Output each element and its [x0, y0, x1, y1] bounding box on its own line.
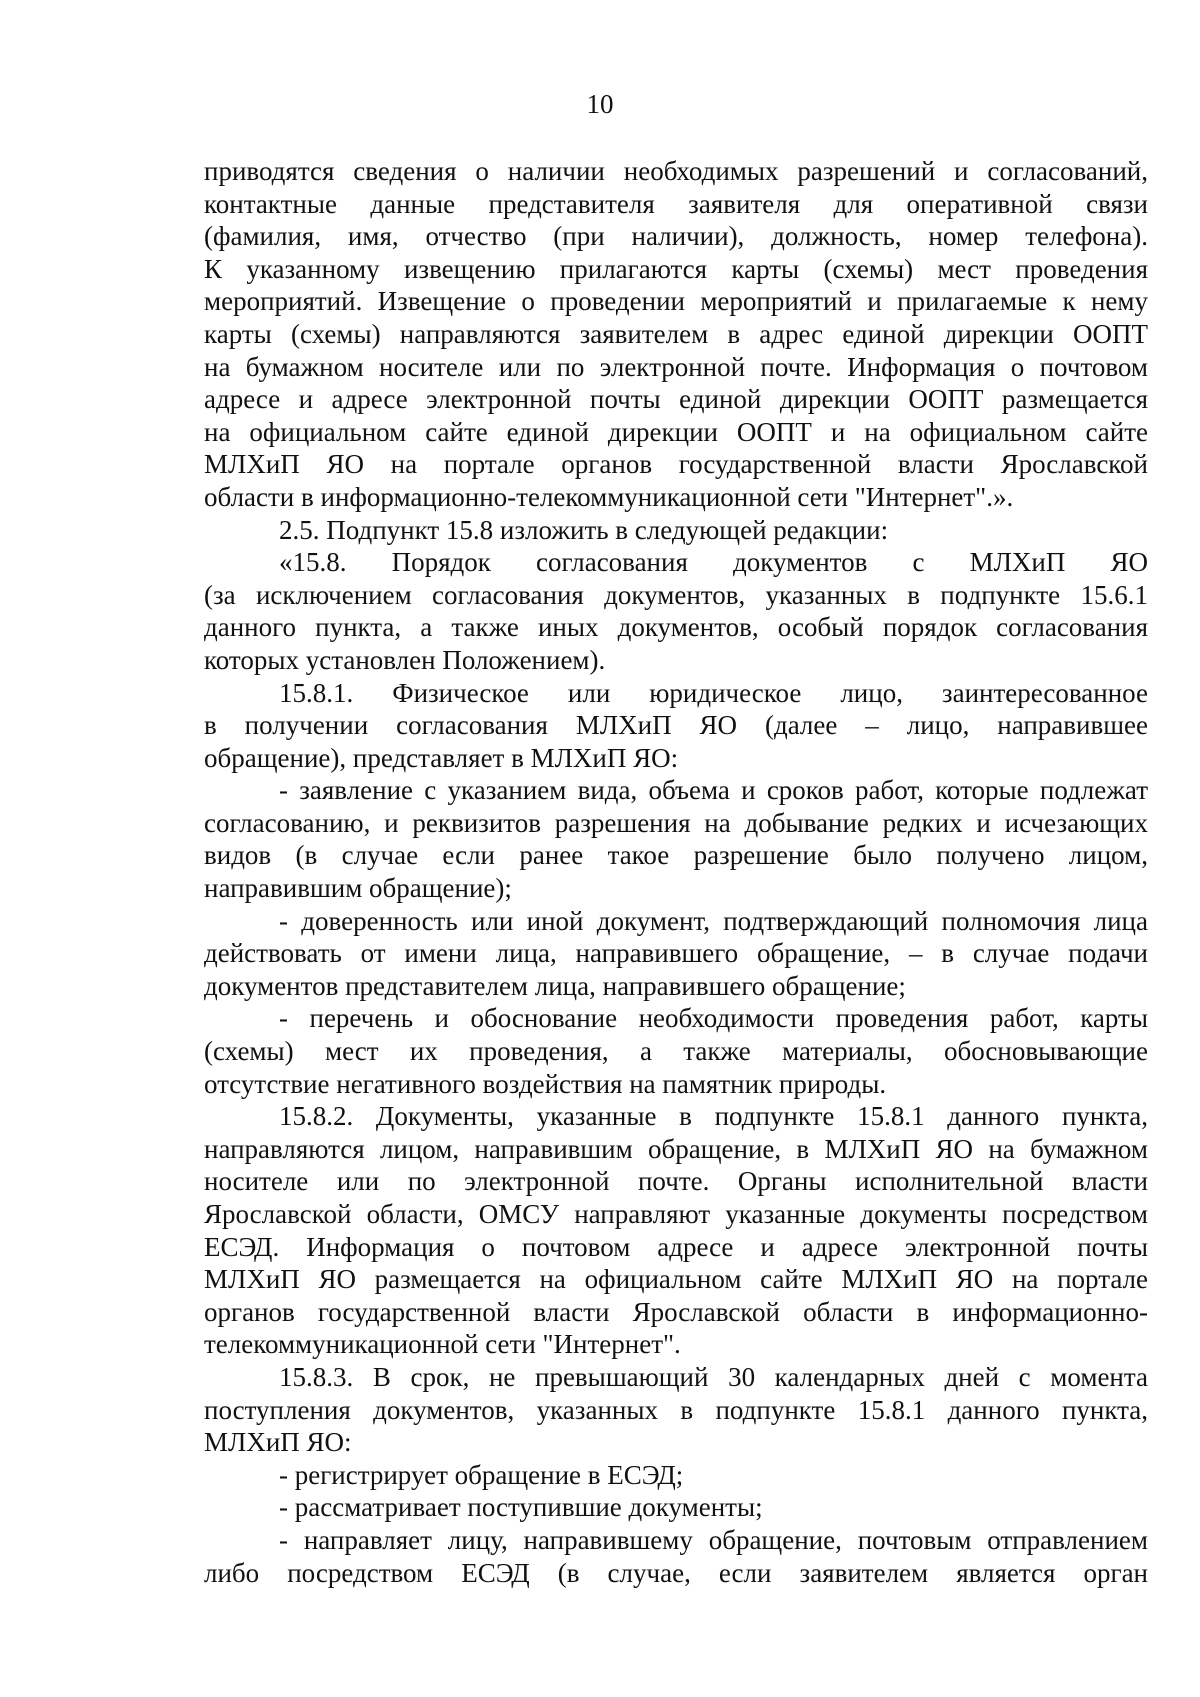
text-line: МЛХиП ЯО размещается на официальном сайте МЛХиП ЯО на портале [204, 1264, 1148, 1295]
text-line: направившим обращение); [204, 873, 512, 904]
text-line: «15.8. Порядок согласования документов с МЛХиП ЯО [279, 547, 1148, 578]
text-line: данного пункта, а также иных документов, особый порядок согласования [204, 612, 1148, 643]
page-number: 10 [586, 89, 614, 119]
text-line: МЛХиП ЯО на портале органов государственной власти Ярославской [204, 449, 1148, 480]
text-line: - регистрирует обращение в ЕСЭД; [279, 1459, 684, 1490]
text-line: - направляет лицу, направившему обращение, почтовым отправлением [279, 1524, 1148, 1555]
text-line: - заявление с указанием вида, объема и сроков работ, которые подлежат [279, 775, 1148, 806]
text-line: области в информационно-телекоммуникационной сети "Интернет".». [204, 481, 1014, 512]
text-line: мероприятий. Извещение о проведении мероприятий и прилагаемые к нему [204, 286, 1148, 317]
text-line: отсутствие негативного воздействия на памятник природы. [204, 1068, 887, 1099]
text-line: на официальном сайте единой дирекции ООПТ и на официальном сайте [204, 416, 1148, 447]
text-line: (за исключением согласования документов, указанных в подпункте 15.6.1 [204, 579, 1148, 610]
text-line: органов государственной власти Ярославской области в информационно- [204, 1296, 1148, 1327]
text-line: направляются лицом, направившим обращение, в МЛХиП ЯО на бумажном [204, 1133, 1148, 1164]
text-line: (схемы) мест их проведения, а также материалы, обосновывающие [204, 1036, 1148, 1067]
text-line: Ярославской области, ОМСУ направляют указанные документы посредством [204, 1199, 1148, 1229]
text-line: - доверенность или иной документ, подтверждающий полномочия лица [279, 905, 1148, 936]
text-line: 15.8.2. Документы, указанные в подпункте 15.8.1 данного пункта, [279, 1101, 1148, 1132]
text-line: - рассматривает поступившие документы; [279, 1492, 763, 1523]
text-line: поступления документов, указанных в подпункте 15.8.1 данного пункта, [204, 1394, 1148, 1425]
text-line: адресе и адресе электронной почты единой дирекции ООПТ размещается [204, 384, 1148, 415]
text-line: К указанному извещению прилагаются карты (схемы) мест проведения [204, 253, 1148, 284]
text-line: действовать от имени лица, направившего обращение, – в случае подачи [204, 938, 1148, 969]
text-line: обращение), представляет в МЛХиП ЯО: [204, 742, 679, 773]
text-line: карты (схемы) направляются заявителем в адрес единой дирекции ООПТ [204, 318, 1148, 349]
document-body [204, 155, 1148, 1589]
text-line: в получении согласования МЛХиП ЯО (далее – лицо, направившее [204, 710, 1148, 741]
text-line: согласованию, и реквизитов разрешения на добывание редких и исчезающих [204, 807, 1148, 838]
text-line: 15.8.3. В срок, не превышающий 30 календарных дней с момента [279, 1361, 1148, 1392]
text-line: МЛХиП ЯО: [204, 1427, 352, 1458]
text-line: ЕСЭД. Информация о почтовом адресе и адресе электронной почты [204, 1231, 1148, 1262]
text-line: видов (в случае если ранее такое разрешение было получено лицом, [204, 840, 1148, 871]
text-line: либо посредством ЕСЭД (в случае, если заявителем является орган [204, 1557, 1148, 1588]
text-line: - перечень и обоснование необходимости проведения работ, карты [279, 1003, 1148, 1034]
text-line: приводятся сведения о наличии необходимых разрешений и согласований, [204, 156, 1148, 186]
text-line: контактные данные представителя заявителя для оперативной связи [204, 188, 1148, 219]
text-line: на бумажном носителе или по электронной почте. Информация о почтовом [204, 351, 1148, 382]
text-line: (фамилия, имя, отчество (при наличии), должность, номер телефона). [204, 221, 1148, 252]
text-line: 15.8.1. Физическое или юридическое лицо, заинтересованное [279, 677, 1148, 708]
text-line: телекоммуникационной сети "Интернет". [204, 1329, 681, 1360]
text-line: документов представителем лица, направившего обращение; [204, 970, 906, 1001]
text-line: 2.5. Подпункт 15.8 изложить в следующей редакции: [279, 514, 889, 545]
text-line: которых установлен Положением). [204, 644, 606, 675]
text-line: носителе или по электронной почте. Органы исполнительной власти [204, 1166, 1148, 1197]
